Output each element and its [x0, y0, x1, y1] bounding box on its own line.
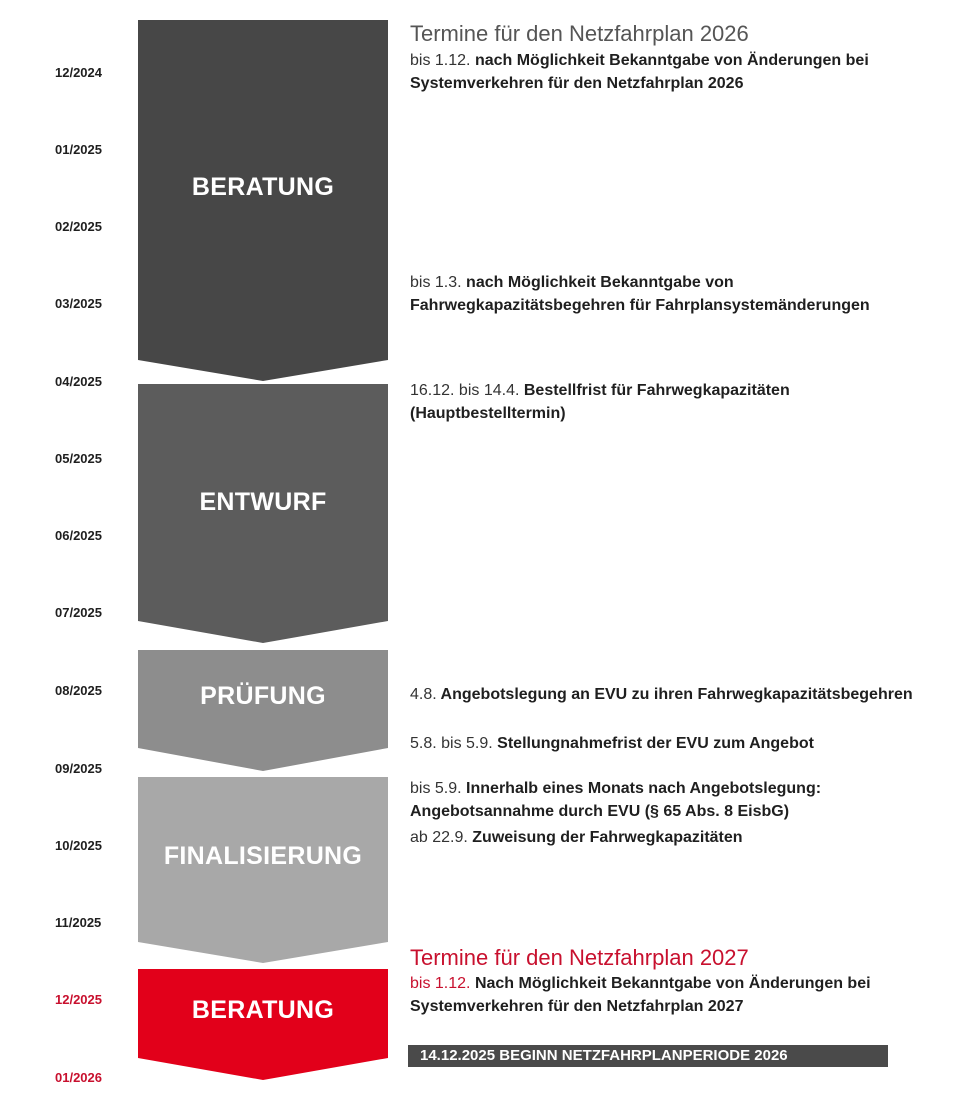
month-label: 05/2025: [55, 451, 102, 466]
heading-netzfahrplan-2026: Termine für den Netzfahrplan 2026: [410, 21, 749, 46]
phase-label-finalisierung: FINALISIERUNG: [163, 842, 363, 870]
month-label: 12/2024: [55, 65, 102, 80]
month-label: 12/2025: [55, 992, 102, 1007]
note-item: [410, 683, 930, 706]
phase-label-entwurf: ENTWURF: [199, 488, 327, 516]
note-date: 5.8. bis 5.9.: [410, 735, 493, 752]
month-label: 02/2025: [55, 219, 102, 234]
phase-label-beratung-2026: BERATUNG: [191, 173, 335, 201]
month-label: 01/2026: [55, 1070, 102, 1085]
note-text: Angebotslegung an EVU zu ihren Fahrwegkapazitätsbegehren: [440, 686, 913, 703]
month-label: 04/2025: [55, 374, 102, 389]
note-item: [410, 732, 930, 755]
note-item: [410, 379, 930, 425]
heading-netzfahrplan-2027: Termine für den Netzfahrplan 2027: [410, 945, 749, 970]
note-date: 4.8.: [410, 686, 437, 703]
note-date: ab 22.9.: [410, 829, 468, 846]
month-label: 11/2025: [55, 915, 102, 930]
note-text: Bestellfrist für Fahrwegkapazitäten (Hauptbestelltermin): [410, 382, 790, 422]
note-date: 16.12. bis 14.4.: [410, 382, 520, 399]
note-text: nach Möglichkeit Bekanntgabe von Fahrwegkapazitätsbegehren für Fahrplansystemänderungen: [410, 274, 870, 314]
note-text: nach Möglichkeit Bekanntgabe von Änderungen bei Systemverkehren für den Netzfahrplan 2026: [410, 52, 869, 92]
note-text: Innerhalb eines Monats nach Angebotslegung: Angebotsannahme durch EVU (§ 65 Abs. 8 EisbG): [410, 780, 822, 820]
month-label: 06/2025: [55, 528, 102, 543]
month-label: 01/2025: [55, 142, 102, 157]
note-date: bis 1.3.: [410, 274, 462, 291]
month-label: 03/2025: [55, 296, 102, 311]
period-start-banner: 14.12.2025 BEGINN NETZFAHRPLANPERIODE 2026: [408, 1045, 888, 1067]
note-date: bis 5.9.: [410, 780, 462, 797]
month-label: 09/2025: [55, 761, 102, 776]
phase-label-beratung-2027: BERATUNG: [191, 996, 335, 1024]
note-item: [410, 49, 930, 95]
note-text: Zuweisung der Fahrwegkapazitäten: [472, 829, 743, 846]
note-item: [410, 972, 930, 1018]
month-label: 10/2025: [55, 838, 102, 853]
note-text: Stellungnahmefrist der EVU zum Angebot: [497, 735, 814, 752]
note-text: Nach Möglichkeit Bekanntgabe von Änderungen bei Systemverkehren für den Netzfahrplan 2027: [410, 975, 871, 1015]
note-item: [410, 826, 930, 849]
note-item: [410, 777, 930, 823]
month-label: 08/2025: [55, 683, 102, 698]
month-label: 07/2025: [55, 605, 102, 620]
note-date: bis 1.12.: [410, 52, 471, 69]
phase-label-pruefung: PRÜFUNG: [200, 682, 326, 710]
note-item: [410, 271, 930, 317]
note-date: bis 1.12.: [410, 975, 471, 992]
